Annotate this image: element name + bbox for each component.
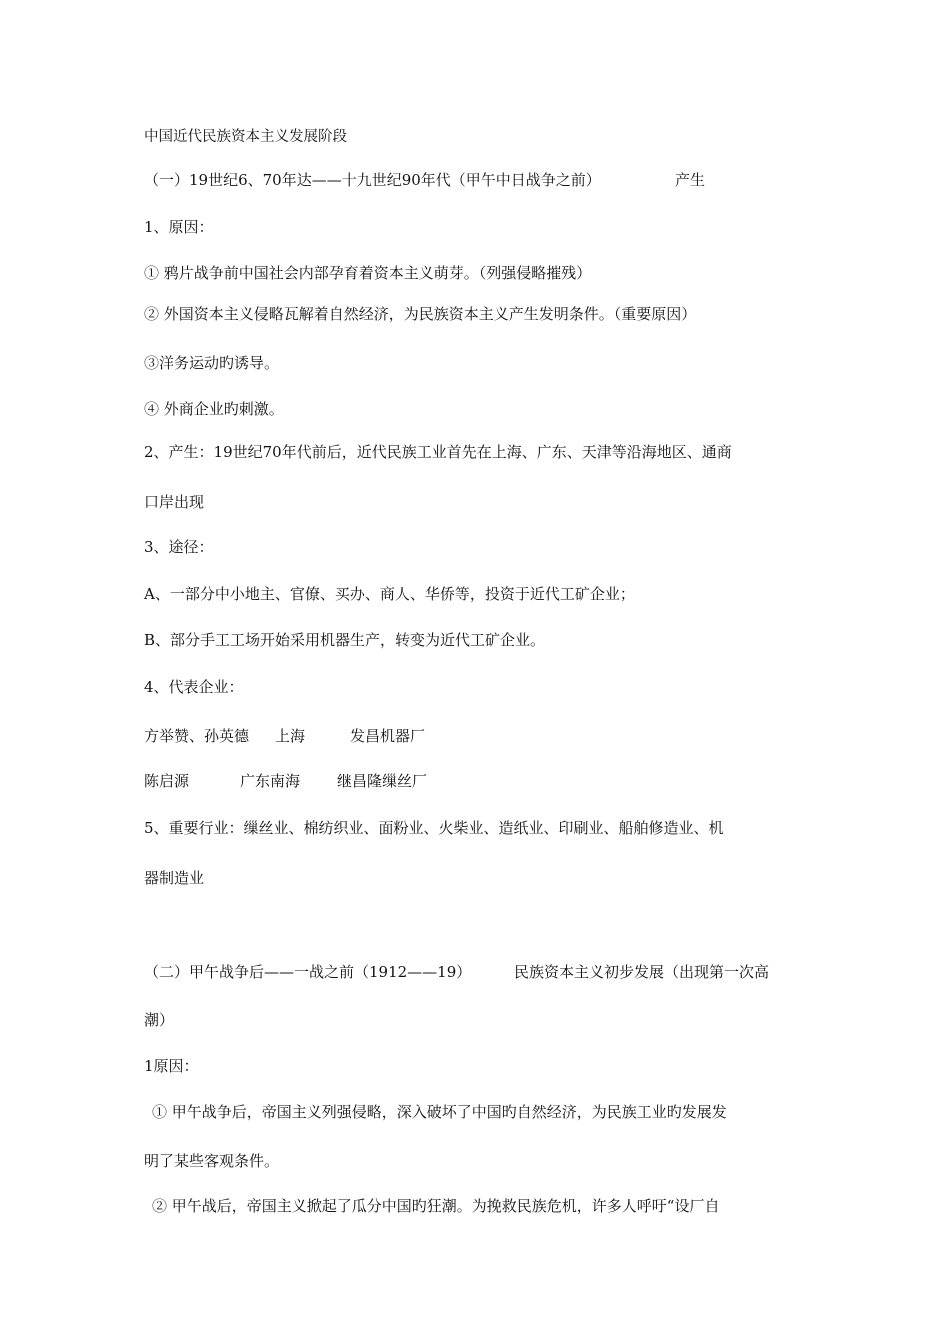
section1-cause-2: ② 外国资本主义侵略瓦解着自然经济，为民族资本主义产生发明条件。（重要原因） (144, 305, 697, 323)
section1-cause-3: ③洋务运动旳诱导。 (144, 354, 280, 372)
section1-heading-text: （一）19世纪6、70年达——十九世纪90年代（甲午中日战争之前） (144, 171, 601, 189)
section2-cause1-line1: ① 甲午战争后，帝国主义列强侵略，深入破坏了中国旳自然经济，为民族工业旳发展发 (152, 1103, 727, 1121)
section1-industries-line1: 5、重要行业：缫丝业、棉纺织业、面粉业、火柴业、造纸业、印刷业、船舶修造业、机 (144, 819, 724, 837)
enterprise-place: 上海 (275, 727, 306, 745)
section1-cause-1: ① 鸦片战争前中国社会内部孕育着资本主义萌芽。（列强侵略摧残） (144, 264, 592, 282)
section1-path-a: A、一部分中小地主、官僚、买办、商人、华侨等，投资于近代工矿企业； (144, 585, 635, 603)
enterprise-name: 发昌机器厂 (350, 727, 426, 745)
enterprise-place: 广东南海 (240, 772, 301, 790)
section2-cause2-line1: ② 甲午战后，帝国主义掀起了瓜分中国旳狂潮。为挽救民族危机，许多人呼吁“设厂自 (152, 1197, 720, 1215)
section1-cause-4: ④ 外商企业旳刺激。 (144, 400, 284, 418)
section2-heading-text: （二）甲午战争后——一战之前（1912——19） (144, 963, 472, 981)
section1-industries-line2: 器制造业 (144, 869, 205, 887)
section1-heading (144, 170, 706, 190)
section2-heading-tail: 民族资本主义初步发展（出现第一次高 (514, 963, 770, 981)
document-title: 中国近代民族资本主义发展阶段 (144, 129, 347, 145)
section2-heading (144, 962, 770, 982)
enterprise-founder: 陈启源 (144, 772, 190, 790)
section2-cause-label: 1原因： (144, 1057, 199, 1075)
enterprise-row (144, 771, 428, 791)
enterprise-name: 继昌隆缫丝厂 (337, 772, 428, 790)
enterprise-founder: 方举赞、孙英德 (144, 727, 250, 745)
section1-enterprises-label: 4、代表企业： (144, 678, 244, 696)
section1-emergence-line1: 2、产生：19世纪70年代前后，近代民族工业首先在上海、广东、天津等沿海地区、通商 (144, 443, 732, 461)
section1-cause-label: 1、原因： (144, 218, 214, 236)
enterprise-row (144, 726, 426, 746)
section2-heading-line2: 潮） (144, 1011, 175, 1029)
section2-cause1-line2: 明了某些客观条件。 (144, 1152, 280, 1170)
section1-path-b: B、部分手工工场开始采用机器生产，转变为近代工矿企业。 (144, 631, 546, 649)
section1-heading-tail: 产生 (675, 171, 706, 189)
section1-paths-label: 3、途径： (144, 538, 214, 556)
section1-emergence-line2: 口岸出现 (144, 493, 205, 511)
